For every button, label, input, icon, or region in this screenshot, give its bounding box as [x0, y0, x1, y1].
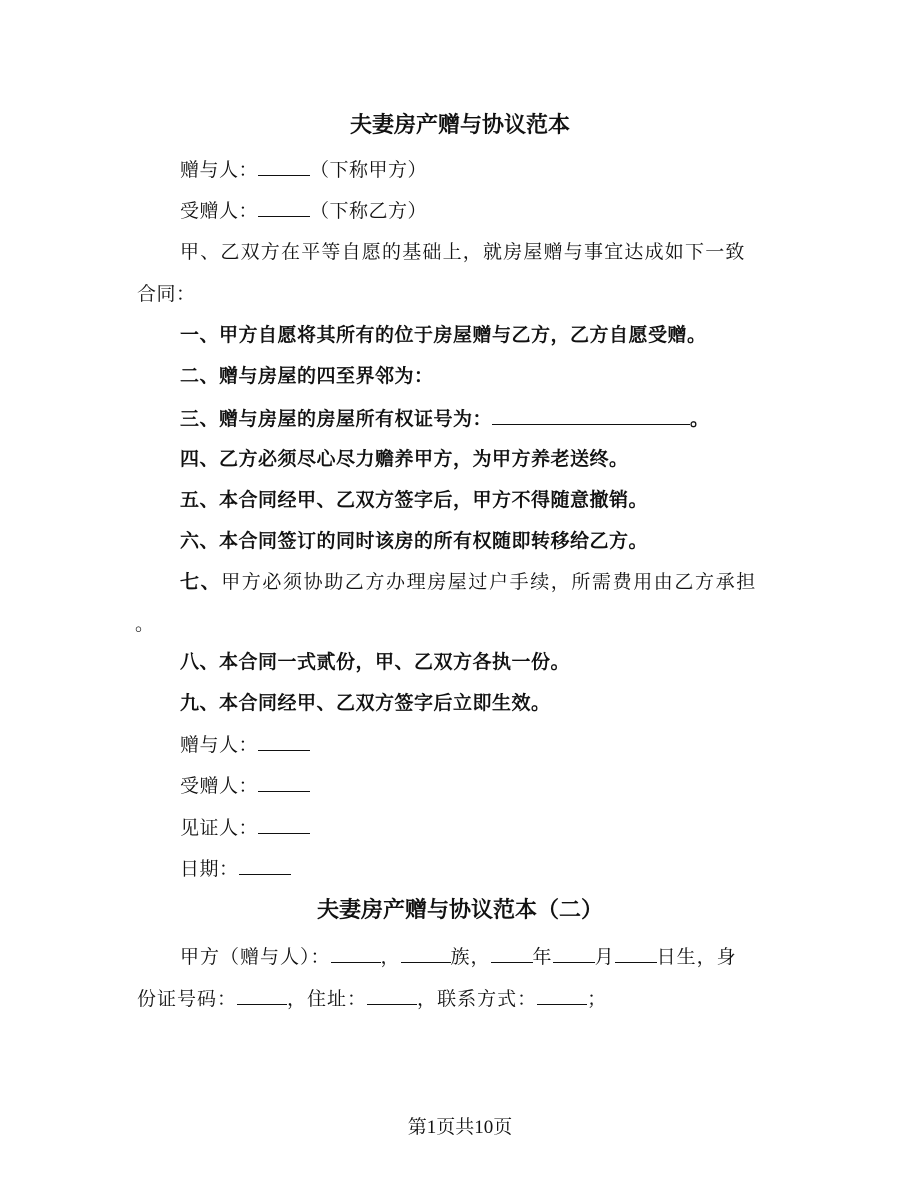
clause-7-continuation: 。	[135, 613, 155, 635]
clause-number: 三、	[180, 408, 220, 430]
clause-text: 赠与房屋的四至界邻为：	[219, 365, 434, 387]
month-label: 月	[594, 946, 615, 968]
clause-6	[180, 529, 648, 553]
document-title-2: 夫妻房产赠与协议范本（二）	[316, 898, 603, 923]
comma: ，	[380, 946, 401, 968]
donor-label: 赠与人：	[180, 159, 259, 181]
clause-number: 九、	[180, 692, 220, 714]
clause-1	[180, 323, 707, 347]
clause-number: 一、	[180, 324, 220, 346]
birth-month-blank[interactable]	[553, 944, 595, 963]
contact-blank[interactable]	[537, 986, 587, 1005]
donee-line	[180, 198, 427, 223]
comma: ，	[417, 988, 438, 1010]
semicolon: ；	[587, 988, 608, 1010]
donee-suffix: （下称乙方）	[310, 200, 428, 222]
signature-witness-label: 见证人：	[180, 817, 259, 839]
intro-line-2: 合同：	[137, 283, 196, 305]
signature-donor-blank[interactable]	[258, 732, 310, 751]
clause-number: 八、	[180, 651, 220, 673]
signature-donee-blank[interactable]	[258, 773, 310, 792]
clause-text: 本合同经甲、乙双方签字后，甲方不得随意撤销。	[219, 489, 649, 511]
clause-text: 本合同经甲、乙双方签字后立即生效。	[219, 692, 551, 714]
comma: ，	[287, 988, 308, 1010]
clause-text: 乙方必须尽心尽力赡养甲方，为甲方养老送终。	[219, 448, 629, 470]
signature-date-blank[interactable]	[239, 856, 291, 875]
id-label: 份证号码：	[137, 988, 238, 1010]
signature-witness	[180, 815, 310, 840]
donor-blank[interactable]	[258, 157, 310, 176]
signature-date	[180, 856, 291, 881]
clause-number: 五、	[180, 489, 220, 511]
signature-witness-blank[interactable]	[258, 815, 310, 834]
signature-donor	[180, 732, 310, 757]
birth-day-blank[interactable]	[615, 944, 657, 963]
clause-number: 六、	[180, 530, 220, 552]
donee-label: 受赠人：	[180, 200, 259, 222]
donor-line	[180, 157, 427, 182]
page-indicator: 第1页共10页	[407, 1117, 513, 1138]
party-a-line-2	[137, 986, 607, 1011]
party-a-name-blank[interactable]	[331, 944, 381, 963]
address-label: 住址：	[307, 988, 368, 1010]
document-title: 夫妻房产赠与协议范本	[349, 113, 570, 138]
clause-tail: 。	[690, 408, 710, 430]
clause-number: 七、	[180, 571, 222, 593]
signature-donee-label: 受赠人：	[180, 775, 259, 797]
day-born-label: 日生，身	[656, 946, 737, 968]
clause-number: 二、	[180, 365, 220, 387]
clause-5	[180, 488, 648, 512]
clause-4	[180, 447, 629, 471]
ethnicity-suffix: 族，	[450, 946, 491, 968]
clause-9	[180, 691, 551, 715]
signature-donee	[180, 773, 310, 798]
clause-2	[180, 364, 434, 388]
clause-3	[180, 406, 710, 431]
contact-label: 联系方式：	[437, 988, 538, 1010]
id-number-blank[interactable]	[237, 986, 287, 1005]
clause-text: 赠与房屋的房屋所有权证号为：	[219, 408, 493, 430]
year-label: 年	[532, 946, 553, 968]
intro-line-1: 甲、乙双方在平等自愿的基础上，就房屋赠与事宜达成如下一致	[180, 241, 746, 263]
donee-blank[interactable]	[258, 198, 310, 217]
clause-text: 本合同签订的同时该房的所有权随即转移给乙方。	[219, 530, 649, 552]
donor-suffix: （下称甲方）	[310, 159, 428, 181]
party-a-label: 甲方（赠与人）：	[180, 946, 331, 968]
address-blank[interactable]	[367, 986, 417, 1005]
signature-donor-label: 赠与人：	[180, 734, 259, 756]
party-a-ethnicity-blank[interactable]	[401, 944, 451, 963]
party-a-line-1	[180, 944, 737, 969]
clause-text: 甲方自愿将其所有的位于房屋赠与乙方，乙方自愿受赠。	[219, 324, 707, 346]
clause-number: 四、	[180, 448, 220, 470]
clause-7	[180, 570, 757, 594]
signature-date-label: 日期：	[180, 858, 239, 880]
certificate-number-blank[interactable]	[492, 406, 690, 425]
clause-text: 本合同一式贰份，甲、乙双方各执一份。	[219, 651, 571, 673]
clause-text: 甲方必须协助乙方办理房屋过户手续，所需费用由乙方承担	[221, 571, 757, 593]
birth-year-blank[interactable]	[491, 944, 533, 963]
clause-8	[180, 650, 570, 674]
